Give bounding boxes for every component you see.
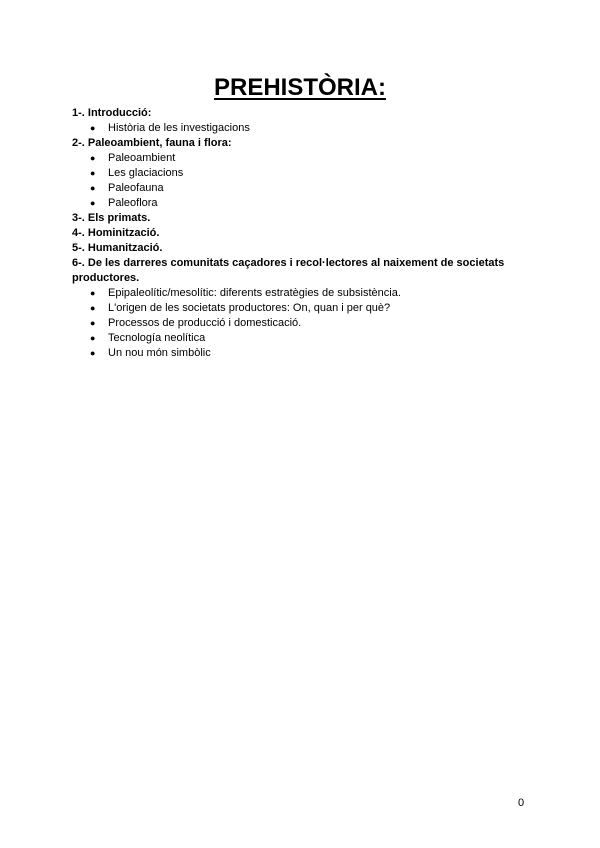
list-item-text: Paleoambient bbox=[108, 152, 176, 164]
list-item-text: Paleoflora bbox=[108, 197, 158, 209]
section-heading-3: 3-. Els primats. bbox=[72, 212, 151, 224]
table-of-contents bbox=[72, 106, 532, 361]
section-heading-5: 5-. Humanització. bbox=[72, 242, 163, 254]
list-item bbox=[72, 346, 532, 361]
page-number: 0 bbox=[518, 797, 525, 809]
list-item bbox=[72, 331, 532, 346]
bullet-icon: ● bbox=[90, 318, 96, 328]
list-item bbox=[72, 301, 532, 316]
bullet-icon: ● bbox=[90, 123, 96, 133]
list-item-text: Processos de producció i domesticació. bbox=[108, 317, 302, 329]
list-item-text: Les glaciacions bbox=[108, 167, 184, 179]
bullet-icon: ● bbox=[90, 153, 96, 163]
list-item-text: Història de les investigacions bbox=[108, 122, 250, 134]
bullet-icon: ● bbox=[90, 288, 96, 298]
section-heading-4: 4-. Hominització. bbox=[72, 227, 160, 239]
section-heading-6: 6-. De les darreres comunitats caçadores i recol·lectores al naixement de societats productores. bbox=[72, 257, 505, 284]
page-title bbox=[0, 72, 600, 104]
section-6-list bbox=[72, 286, 532, 361]
bullet-icon: ● bbox=[90, 348, 96, 358]
bullet-icon: ● bbox=[90, 198, 96, 208]
list-item-text: Un nou món simbòlic bbox=[108, 347, 211, 359]
bullet-icon: ● bbox=[90, 333, 96, 343]
list-item bbox=[72, 316, 532, 331]
bullet-icon: ● bbox=[90, 183, 96, 193]
list-item-text: Epipaleolític/mesolític: diferents estratègies de subsistència. bbox=[108, 287, 401, 299]
section-heading-2: 2-. Paleoambient, fauna i flora: bbox=[72, 137, 232, 149]
list-item bbox=[72, 286, 532, 301]
list-item bbox=[72, 121, 532, 136]
list-item-text: Tecnología neolítica bbox=[108, 332, 206, 344]
list-item-text: L'origen de les societats productores: On, quan i per què? bbox=[108, 302, 391, 314]
section-1-list bbox=[72, 121, 532, 136]
bullet-icon: ● bbox=[90, 168, 96, 178]
list-item bbox=[72, 151, 532, 166]
bullet-icon: ● bbox=[90, 303, 96, 313]
page-title-text: PREHISTÒRIA: bbox=[213, 74, 386, 101]
list-item bbox=[72, 181, 532, 196]
section-heading-1: 1-. Introducció: bbox=[72, 107, 152, 119]
list-item bbox=[72, 196, 532, 211]
list-item-text: Paleofauna bbox=[108, 182, 164, 194]
section-2-list bbox=[72, 151, 532, 211]
list-item bbox=[72, 166, 532, 181]
